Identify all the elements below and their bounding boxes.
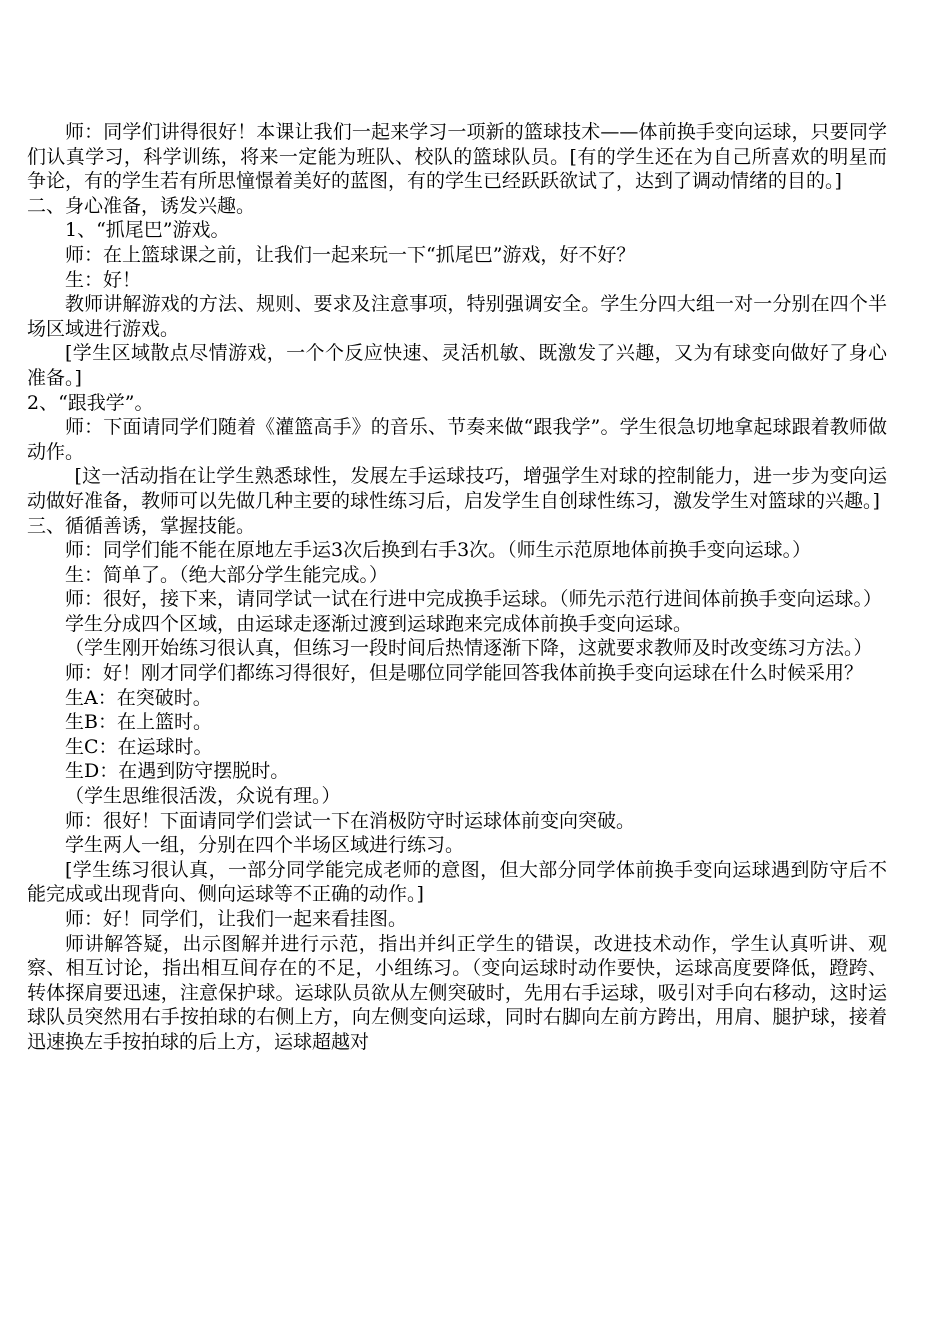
document-body <box>27 120 887 1055</box>
subheading-tail-game: 1、“抓尾巴”游戏。 <box>65 219 230 242</box>
student-answer: 生A：在突破时。 <box>65 686 212 709</box>
paragraph: 生：简单了。（绝大部分学生能完成。） <box>65 563 389 586</box>
paragraph-note: [这一活动指在让学生熟悉球性，发展左手运球技巧，增强学生对球的控制能力，进一步为变向运动做好准备，教师可以先做几种主要的球性练习后，启发学生自创球性练习，激发学生对篮球的兴趣。] <box>27 465 887 512</box>
paragraph: 师：好！同学们，让我们一起来看挂图。 <box>65 908 408 930</box>
paragraph-explanation: 师讲解答疑，出示图解并进行示范，指出并纠正学生的错误，改进技术动作，学生认真听讲、观察、相互讨论，指出相互间存在的不足，小组练习。（变向运球时动作要快，运球高度要降低，蹬跨、转体探肩要迅速，注意保护球。运球队员欲从左侧突破时，先用右手运球，吸引对手向右移动，这时运球队员突然用右手按拍球的右侧上方，向左侧变向运球，同时右脚向左前方跨出，用肩、腿护球，接着迅速换左手按拍球的后上方，运球超越对 <box>27 932 887 1053</box>
student-answer: 生B：在上篮时。 <box>65 711 212 734</box>
paragraph: 师：好！刚才同学们都练习得很好，但是哪位同学能回答我体前换手变向运球在什么时候采用？ <box>65 662 864 685</box>
paragraph: 师：下面请同学们随着《灌篮高手》的音乐、节奏来做“跟我学”。学生很急切地拿起球跟着教师做动作。 <box>27 416 887 463</box>
paragraph-note: （学生刚开始练习很认真，但练习一段时间后热情逐渐下降，这就要求教师及时改变练习方法。） <box>65 637 873 660</box>
paragraph-note: [学生区域散点尽情游戏，一个个反应快速、灵活机敏、既激发了兴趣，又为有球变向做好了身心准备。] <box>27 342 887 389</box>
paragraph-intro: 师：同学们讲得很好！本课让我们一起来学习一项新的篮球技术——体前换手变向运球，只要同学们认真学习，科学训练，将来一定能为班队、校队的篮球队员。[有的学生还在为自己所喜欢的明星而争论，有的学生若有所思憧憬着美好的蓝图，有的学生已经跃跃欲试了，达到了调动情绪的目的。] <box>27 121 887 193</box>
paragraph: 师：很好，接下来，请同学试一试在行进中完成换手运球。（师先示范行进间体前换手变向运球。） <box>65 588 883 611</box>
paragraph: 师：同学们能不能在原地左手运3次后换到右手3次。（师生示范原地体前换手变向运球。） <box>65 539 812 562</box>
paragraph-note: [学生练习很认真，一部分同学能完成老师的意图，但大部分同学体前换手变向运球遇到防守后不能完成或出现背向、侧向运球等不正确的动作。] <box>27 858 887 906</box>
paragraph: 师：很好！下面请同学们尝试一下在消极防守时运球体前变向突破。 <box>65 809 636 832</box>
subheading-follow-me: 2、“跟我学”。 <box>27 391 154 414</box>
paragraph: 生：好！ <box>65 268 142 291</box>
paragraph: 教师讲解游戏的方法、规则、要求及注意事项，特别强调安全。学生分四大组一对一分别在四个半场区域进行游戏。 <box>27 293 887 340</box>
paragraph: 师：在上篮球课之前，让我们一起来玩一下“抓尾巴”游戏，好不好？ <box>65 243 636 266</box>
section-heading-3: 三、循循善诱，掌握技能。 <box>27 514 256 537</box>
student-answer: 生D：在遇到防守摆脱时。 <box>65 760 290 783</box>
paragraph-note: （学生思维很活泼，众说有理。） <box>65 785 341 808</box>
paragraph: 学生两人一组，分别在四个半场区域进行练习。 <box>65 834 465 857</box>
student-answer: 生C：在运球时。 <box>65 735 213 758</box>
section-heading-2: 二、身心准备，诱发兴趣。 <box>27 194 256 217</box>
paragraph: 学生分成四个区域，由运球走逐渐过渡到运球跑来完成体前换手变向运球。 <box>65 612 693 635</box>
